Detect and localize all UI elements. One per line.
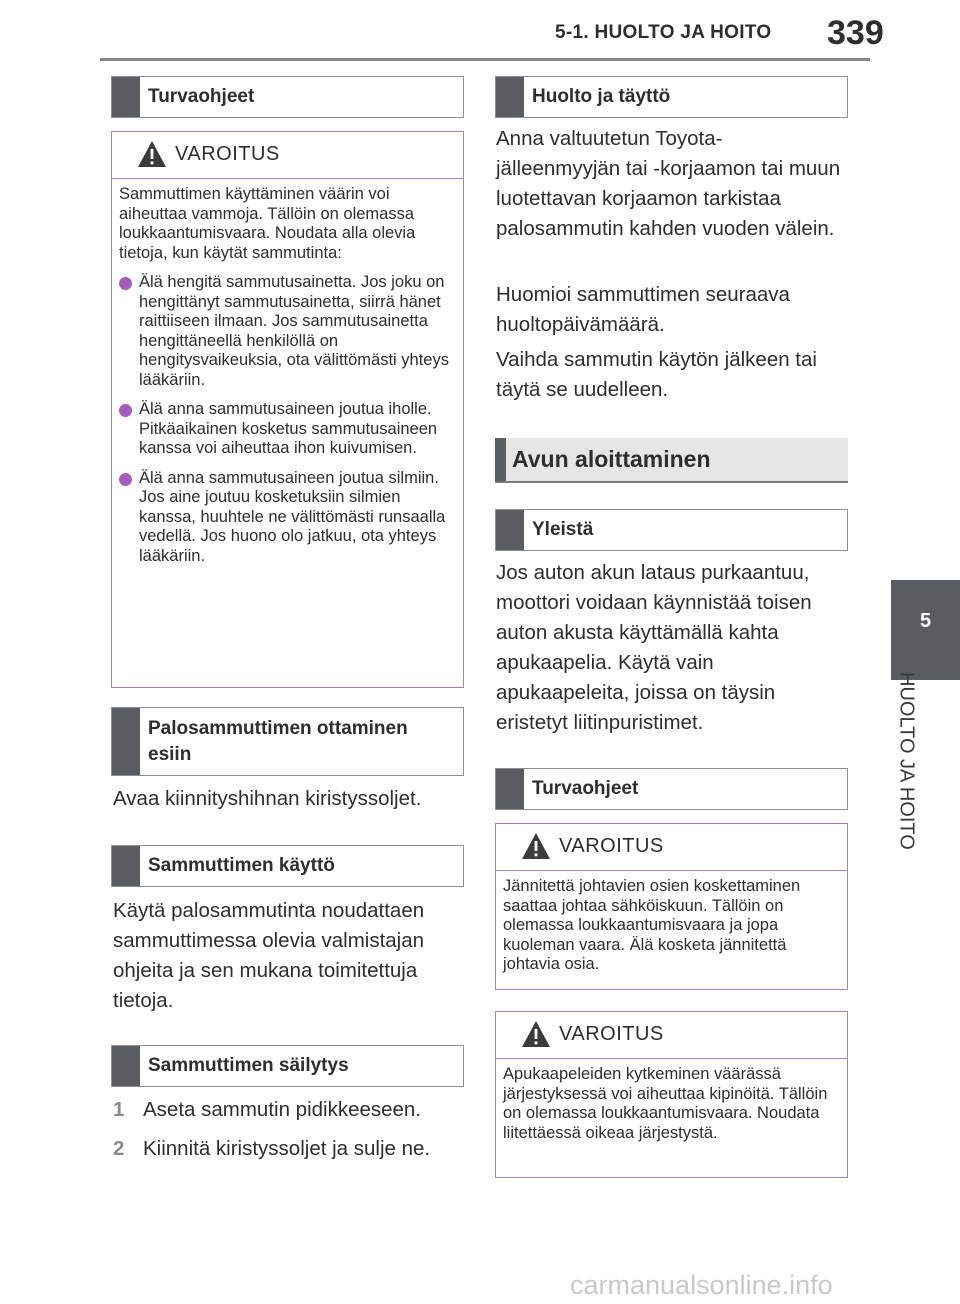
- warning-text: Jännitettä johtavien osien koskettaminen saattaa johtaa sähköiskuun. Tällöin on olemassa loukkaantumisvaara ja jopa kuoleman vaara. Älä kosketa jännitettä johtavia osia.: [503, 877, 801, 973]
- bullet-dot-icon: [119, 404, 132, 417]
- step-text: Aseta sammutin pidikkeeseen.: [143, 1098, 422, 1121]
- huolto-paragraph: Anna valtuutetun Toyota-jälleenmyyjän tai -korjaamon tai muun luotettavan korjaamon tarkistaa palosammutin kahden vuoden välein.: [496, 127, 841, 240]
- huolto-paragraph: Vaihda sammutin käytön jälkeen tai täytä se uudelleen.: [496, 348, 817, 401]
- chapter-tab: [891, 580, 960, 680]
- chapter-title: HUOLTO JA HOITO: [895, 672, 918, 850]
- warning-label: VAROITUS: [559, 1023, 664, 1045]
- ottaminen-text: Avaa kiinnityshihnan kiristyssoljet.: [113, 787, 422, 810]
- heading-ottaminen: Palosammuttimen ottaminen esiin: [111, 707, 464, 776]
- step-number: 2: [113, 1137, 125, 1160]
- warning-triangle-icon: [137, 140, 167, 168]
- kaytto-text: Käytä palosammutinta noudattaen sammuttimessa olevia valmistajan ohjeita ja sen mukana toimitettuja tietoja.: [113, 899, 425, 1012]
- yleista-text: Jos auton akun lataus purkaantuu, moottori voidaan käynnistää toisen auton akusta käyttämällä kahta apukaapelia. Käytä vain apukaapeleita, joissa on täysin eristetyt liitinpuristimet.: [496, 561, 812, 734]
- warning-triangle-icon: [521, 1020, 551, 1048]
- heading-yleista: Yleistä: [495, 509, 848, 551]
- bullet-dot-icon: [119, 473, 132, 486]
- warning-bullet: Älä anna sammutusaineen joutua iholle. Pitkäaikainen kosketus sammutusaineen kanssa voi aiheuttaa ihon kuivumisen.: [119, 400, 453, 459]
- heading-turvaohjeet-left: Turvaohjeet: [111, 76, 464, 118]
- heading-huolto: Huolto ja täyttö: [495, 76, 848, 118]
- chapter-title-vertical: [893, 672, 919, 872]
- warning-label: VAROITUS: [175, 143, 280, 165]
- bullet-dot-icon: [119, 277, 132, 290]
- chapter-number: 5: [919, 610, 932, 632]
- warning-box-extinguisher: [111, 131, 464, 688]
- heading-kaytto: Sammuttimen käyttö: [111, 845, 464, 887]
- step-number: 1: [113, 1098, 125, 1121]
- warning-triangle-icon: [521, 832, 551, 860]
- header-divider: [100, 58, 870, 61]
- warning-bullet: Älä anna sammutusaineen joutua silmiin. Jos aine joutuu kosketuksiin silmien kanssa, huuhtele ne välittömästi runsaalla vedellä. Jos huono olo jatkuu, ota yhteys lääkäriin.: [119, 469, 453, 567]
- warning-text: Apukaapeleiden kytkeminen väärässä järjestyksessä voi aiheuttaa kipinöitä. Tällöin on olemassa loukkaantumisvaara. Noudata liitettäessä oikeaa järjestystä.: [503, 1065, 828, 1142]
- heading-sailytys: Sammuttimen säilytys: [111, 1045, 464, 1087]
- warning-bullet: Älä hengitä sammutusainetta. Jos joku on hengittänyt sammutusainetta, siirrä hänet raittiiseen ilmaan. Jos sammutusainetta hengittäneellä henkilöllä on hengitysvaikeuksia, ota välittömästi yhteys lääkäriin.: [119, 273, 453, 390]
- step-item: [113, 1095, 463, 1125]
- heading-turvaohjeet-right: Turvaohjeet: [495, 768, 848, 810]
- warning-box-cables: [495, 1011, 848, 1178]
- page-number: 339: [827, 14, 884, 52]
- warning-box-voltage: [495, 823, 848, 990]
- huolto-paragraph: Huomioi sammuttimen seuraava huoltopäivämäärä.: [496, 283, 790, 336]
- heading-avun-aloittaminen: Avun aloittaminen: [495, 438, 848, 483]
- warning-intro: Sammuttimen käyttäminen väärin voi aiheuttaa vammoja. Tällöin on olemassa loukkaantumisvaara. Noudata alla olevia tietoja, kun käytät sammutinta:: [119, 185, 416, 262]
- section-title: 5-1. HUOLTO JA HOITO: [555, 22, 772, 43]
- step-item: [113, 1134, 463, 1164]
- warning-label: VAROITUS: [559, 835, 664, 857]
- step-text: Kiinnitä kiristyssoljet ja sulje ne.: [143, 1137, 431, 1160]
- watermark-text: carmanualsonline.info: [570, 1270, 833, 1300]
